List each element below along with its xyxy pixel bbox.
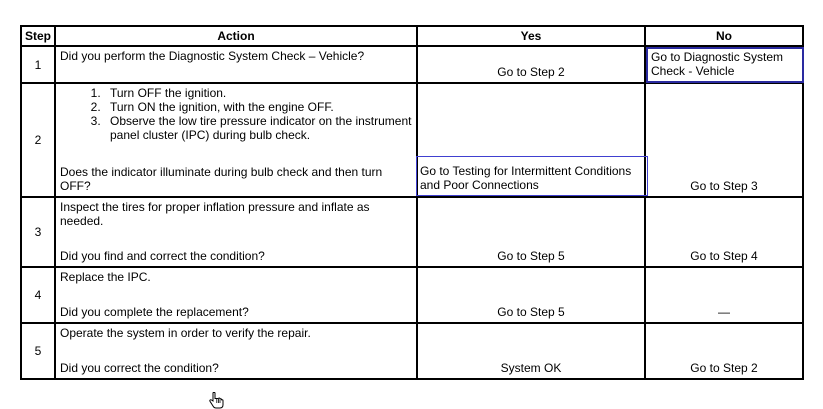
action-instruction: Operate the system in order to verify the repair. (60, 326, 311, 340)
yes-cell (417, 323, 645, 379)
yes-cell (417, 267, 645, 323)
action-question: Did you find and correct the condition? (60, 249, 265, 263)
table-row (21, 46, 803, 83)
no-result: Go to Step 3 (690, 179, 758, 193)
no-cell (645, 323, 803, 379)
yes-result: Go to Step 5 (497, 305, 565, 319)
action-cell (55, 46, 417, 83)
action-question: Did you perform the Diagnostic System Check – Vehicle? (60, 49, 365, 63)
yes-link-testing-intermittent[interactable]: Go to Testing for Intermittent Conditions and Poor Connections (416, 156, 648, 196)
no-cell (645, 46, 803, 83)
table-row (21, 323, 803, 379)
action-question: Does the indicator illuminate during bulb check and then turn OFF? (60, 165, 383, 193)
action-question: Did you correct the condition? (60, 361, 219, 375)
no-cell (645, 267, 803, 323)
action-cell (55, 323, 417, 379)
action-cell (55, 267, 417, 323)
action-cell (55, 83, 417, 197)
table-row (21, 197, 803, 267)
no-link-diagnostic-system-check[interactable]: Go to Diagnostic System Check - Vehicle (646, 47, 804, 83)
action-step: 1. Turn OFF the ignition. (104, 86, 412, 100)
yes-cell (417, 46, 645, 83)
yes-result: Go to Step 5 (497, 249, 565, 263)
step-number: 1 (21, 46, 55, 83)
step-number: 2 (21, 83, 55, 197)
action-step: 2. Turn ON the ignition, with the engine OFF. (104, 100, 412, 114)
action-cell (55, 197, 417, 267)
no-result: Go to Step 2 (690, 361, 758, 375)
action-step: 3. Observe the low tire pressure indicator on the instrument panel cluster (IPC) during bulb check. (104, 114, 412, 142)
yes-result: System OK (500, 361, 562, 375)
step-number: 4 (21, 267, 55, 323)
header-action: Action (55, 26, 417, 46)
header-no: No (645, 26, 803, 46)
yes-cell (417, 197, 645, 267)
table-row (21, 83, 803, 197)
hand-pointer-icon (208, 392, 226, 409)
no-cell (645, 83, 803, 197)
yes-cell (417, 83, 645, 197)
no-result: — (718, 305, 730, 319)
no-result: Go to Step 4 (690, 249, 758, 263)
header-yes: Yes (417, 26, 645, 46)
table-row (21, 267, 803, 323)
action-question: Did you complete the replacement? (60, 305, 249, 319)
step-number: 5 (21, 323, 55, 379)
header-step: Step (21, 26, 55, 46)
diagnostic-table (20, 25, 804, 380)
yes-result: Go to Step 2 (497, 65, 565, 79)
header-row (21, 26, 803, 46)
action-instruction: Inspect the tires for proper inflation pressure and inflate as needed. (60, 200, 370, 228)
no-cell (645, 197, 803, 267)
step-number: 3 (21, 197, 55, 267)
action-instruction: Replace the IPC. (60, 270, 151, 284)
action-step-list (60, 86, 412, 142)
